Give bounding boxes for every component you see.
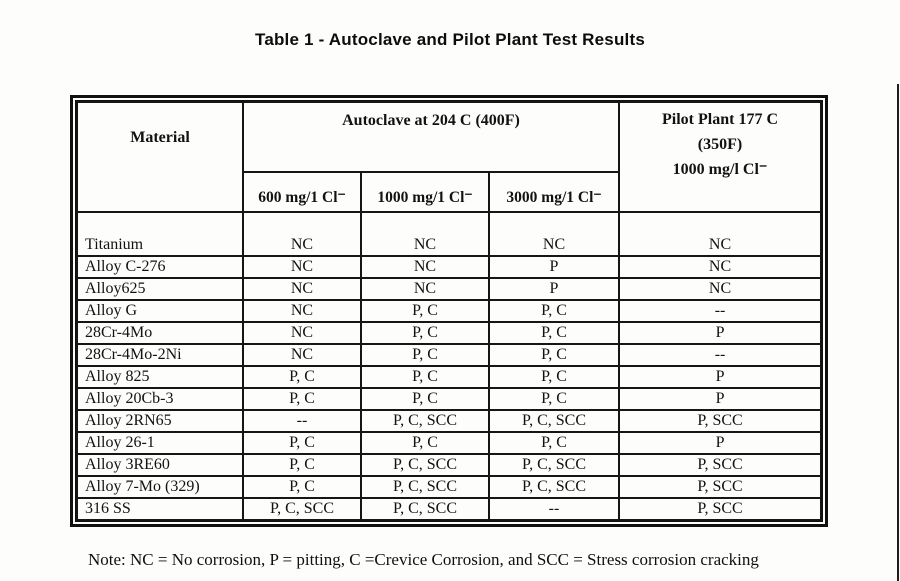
- table-row: [77, 322, 821, 344]
- cell-1000-result: NC: [361, 278, 489, 300]
- table-row: [77, 300, 821, 322]
- cell-pilot-result: NC: [619, 256, 821, 278]
- cell-1000-result: P, C, SCC: [361, 454, 489, 476]
- cell-material: Alloy625: [77, 278, 243, 300]
- table-body: [77, 212, 821, 520]
- header-pilot-plant: [619, 102, 821, 212]
- cell-600-result: NC: [243, 344, 361, 366]
- cell-material: Alloy 7-Mo (329): [77, 476, 243, 498]
- cell-3000-result: P: [489, 278, 619, 300]
- cell-3000-result: P, C: [489, 344, 619, 366]
- table-row: [77, 256, 821, 278]
- header-row-groups: [77, 102, 821, 172]
- cell-pilot-result: P, SCC: [619, 410, 821, 432]
- pilot-header-line-1: Pilot Plant 177 C: [662, 111, 779, 128]
- table-row: [77, 410, 821, 432]
- cell-pilot-result: --: [619, 344, 821, 366]
- cell-1000-result: NC: [361, 256, 489, 278]
- table-row: [77, 476, 821, 498]
- cell-3000-result: P: [489, 256, 619, 278]
- pilot-header-line-2: (350F): [697, 135, 743, 153]
- cell-pilot-result: --: [619, 300, 821, 322]
- table-row: [77, 498, 821, 520]
- cell-material: Alloy G: [77, 300, 243, 322]
- table-inner-border: [75, 100, 823, 522]
- cell-1000-result: P, C: [361, 388, 489, 410]
- header-autoclave-group: Autoclave at 204 C (400F): [243, 102, 619, 172]
- cell-1000-result: P, C: [361, 344, 489, 366]
- cell-pilot-result: P: [619, 388, 821, 410]
- cell-material: Alloy 3RE60: [77, 454, 243, 476]
- cell-material: 28Cr-4Mo-2Ni: [77, 344, 243, 366]
- header-chloride-3000: 3000 mg/1 Cl⁻: [489, 172, 619, 212]
- cell-pilot-result: P: [619, 322, 821, 344]
- cell-pilot-result: P: [619, 366, 821, 388]
- scan-artifact-line: [897, 84, 899, 581]
- table-row: [77, 388, 821, 410]
- cell-pilot-result: NC: [619, 212, 821, 256]
- cell-600-result: P, C: [243, 388, 361, 410]
- cell-600-result: P, C, SCC: [243, 498, 361, 520]
- cell-material: Titanium: [77, 212, 243, 256]
- cell-3000-result: P, C, SCC: [489, 410, 619, 432]
- cell-pilot-result: P: [619, 432, 821, 454]
- cell-material: Alloy 26-1: [77, 432, 243, 454]
- table-outer-border: [70, 95, 828, 527]
- cell-3000-result: P, C, SCC: [489, 454, 619, 476]
- cell-3000-result: NC: [489, 212, 619, 256]
- cell-1000-result: P, C, SCC: [361, 410, 489, 432]
- cell-3000-result: P, C: [489, 300, 619, 322]
- cell-1000-result: P, C, SCC: [361, 476, 489, 498]
- cell-3000-result: P, C: [489, 366, 619, 388]
- cell-600-result: NC: [243, 300, 361, 322]
- header-chloride-600: 600 mg/1 Cl⁻: [243, 172, 361, 212]
- pilot-header-line-3: 1000 mg/l Cl⁻: [672, 160, 768, 178]
- cell-600-result: P, C: [243, 476, 361, 498]
- table-row: [77, 212, 821, 256]
- table-row: [77, 454, 821, 476]
- cell-1000-result: P, C: [361, 322, 489, 344]
- cell-600-result: P, C: [243, 432, 361, 454]
- cell-3000-result: P, C: [489, 322, 619, 344]
- cell-3000-result: P, C: [489, 388, 619, 410]
- cell-3000-result: P, C, SCC: [489, 476, 619, 498]
- cell-600-result: P, C: [243, 454, 361, 476]
- cell-600-result: NC: [243, 256, 361, 278]
- cell-600-result: --: [243, 410, 361, 432]
- cell-material: Alloy 825: [77, 366, 243, 388]
- cell-1000-result: P, C: [361, 432, 489, 454]
- cell-1000-result: NC: [361, 212, 489, 256]
- cell-material: Alloy 20Cb-3: [77, 388, 243, 410]
- cell-3000-result: P, C: [489, 432, 619, 454]
- cell-1000-result: P, C: [361, 300, 489, 322]
- cell-1000-result: P, C: [361, 366, 489, 388]
- page-title: Table 1 - Autoclave and Pilot Plant Test Results: [255, 30, 645, 49]
- cell-material: 28Cr-4Mo: [77, 322, 243, 344]
- cell-pilot-result: NC: [619, 278, 821, 300]
- cell-pilot-result: P, SCC: [619, 476, 821, 498]
- cell-600-result: P, C: [243, 366, 361, 388]
- header-chloride-1000: 1000 mg/1 Cl⁻: [361, 172, 489, 212]
- cell-material: Alloy 2RN65: [77, 410, 243, 432]
- results-table: [76, 101, 822, 521]
- table-row: [77, 278, 821, 300]
- cell-pilot-result: P, SCC: [619, 454, 821, 476]
- cell-pilot-result: P, SCC: [619, 498, 821, 520]
- table-row: [77, 432, 821, 454]
- cell-600-result: NC: [243, 278, 361, 300]
- cell-600-result: NC: [243, 212, 361, 256]
- table-row: [77, 344, 821, 366]
- cell-material: Alloy C-276: [77, 256, 243, 278]
- cell-1000-result: P, C, SCC: [361, 498, 489, 520]
- table-row: [77, 366, 821, 388]
- footnote-text: Note: NC = No corrosion, P = pitting, C =Crevice Corrosion, and SCC = Stress corrosion cracking: [88, 550, 759, 569]
- cell-material: 316 SS: [77, 498, 243, 520]
- cell-600-result: NC: [243, 322, 361, 344]
- cell-3000-result: --: [489, 498, 619, 520]
- header-material: Material: [77, 102, 243, 212]
